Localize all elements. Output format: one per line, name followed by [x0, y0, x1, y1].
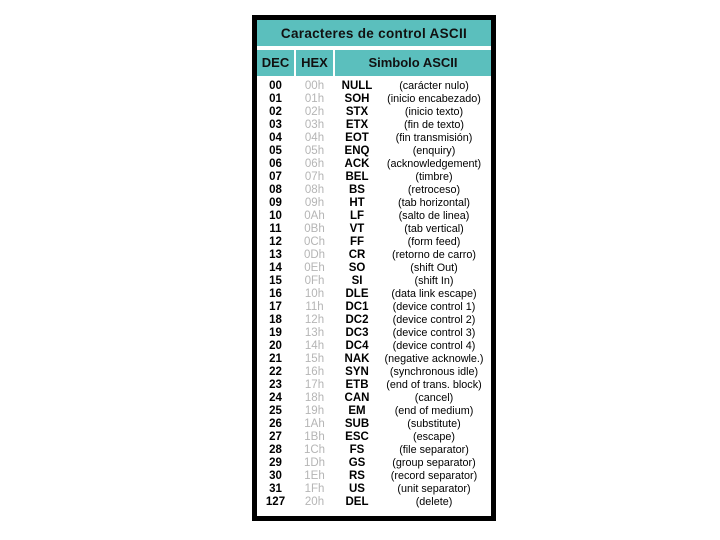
- dec-cell: 20: [269, 340, 282, 352]
- table-row: [257, 444, 491, 457]
- column-header-symbol: Simbolo ASCII: [335, 50, 491, 76]
- table-frame: [252, 15, 496, 521]
- dec-cell: 15: [269, 275, 282, 287]
- dec-cell: 29: [269, 457, 282, 469]
- symbol-cell: DC4: [345, 340, 369, 352]
- description-cell: (negative acknowle.): [384, 353, 484, 365]
- column-header-dec: DEC: [257, 50, 294, 76]
- table-row: [257, 80, 491, 93]
- hex-cell: 1Bh: [304, 431, 325, 443]
- hex-cell: 10h: [304, 288, 325, 300]
- symbol-cell: CAN: [344, 392, 370, 404]
- hex-cell: 08h: [304, 184, 325, 196]
- hex-cell: 1Fh: [304, 483, 325, 495]
- ascii-control-table: [257, 20, 491, 516]
- hex-cell: 14h: [304, 340, 325, 352]
- description-cell: (record separator): [390, 470, 478, 482]
- table-row: [257, 288, 491, 301]
- dec-cell: 05: [269, 145, 282, 157]
- symbol-cell: ACK: [344, 158, 370, 170]
- table-row: [257, 353, 491, 366]
- symbol-cell: DC1: [345, 301, 369, 313]
- hex-cell: 12h: [304, 314, 325, 326]
- description-cell: (cancel): [414, 392, 454, 404]
- dec-cell: 22: [269, 366, 282, 378]
- description-cell: (file separator): [399, 444, 469, 456]
- table-row: [257, 236, 491, 249]
- symbol-cell: SUB: [344, 418, 370, 430]
- dec-cell: 00: [269, 80, 282, 92]
- dec-cell: 23: [269, 379, 282, 391]
- description-cell: (retroceso): [407, 184, 461, 196]
- hex-cell: 04h: [304, 132, 325, 144]
- hex-cell: 0Fh: [304, 275, 325, 287]
- hex-cell: 19h: [304, 405, 325, 417]
- hex-cell: 05h: [304, 145, 325, 157]
- dec-cell: 13: [269, 249, 282, 261]
- table-row: [257, 184, 491, 197]
- hex-cell: 03h: [304, 119, 325, 131]
- hex-cell: 0Eh: [304, 262, 325, 274]
- table-row: [257, 379, 491, 392]
- hex-cell: 1Ah: [304, 418, 325, 430]
- symbol-cell: DLE: [345, 288, 369, 300]
- hex-cell: 0Dh: [303, 249, 326, 261]
- description-cell: (unit separator): [397, 483, 471, 495]
- symbol-cell: GS: [348, 457, 366, 469]
- table-row: [257, 171, 491, 184]
- table-row: [257, 275, 491, 288]
- description-cell: (salto de linea): [398, 210, 470, 222]
- table-row: [257, 314, 491, 327]
- dec-cell: 08: [269, 184, 282, 196]
- dec-cell: 01: [269, 93, 282, 105]
- symbol-cell: CR: [348, 249, 366, 261]
- table-row: [257, 119, 491, 132]
- symbol-cell: ESC: [345, 431, 369, 443]
- table-row: [257, 457, 491, 470]
- description-cell: (fin transmisión): [395, 132, 473, 144]
- dec-cell: 02: [269, 106, 282, 118]
- table-row: [257, 366, 491, 379]
- table-row: [257, 262, 491, 275]
- dec-cell: 09: [269, 197, 282, 209]
- hex-cell: 13h: [304, 327, 325, 339]
- hex-cell: 00h: [304, 80, 325, 92]
- symbol-cell: SYN: [345, 366, 369, 378]
- description-cell: (device control 1): [392, 301, 476, 313]
- column-header-row: [257, 50, 491, 76]
- symbol-cell: NULL: [341, 80, 373, 92]
- symbol-cell: BS: [349, 184, 365, 196]
- dec-cell: 10: [269, 210, 282, 222]
- dec-cell: 14: [269, 262, 282, 274]
- symbol-cell: ETX: [345, 119, 369, 131]
- table-row: [257, 249, 491, 262]
- symbol-cell: STX: [345, 106, 369, 118]
- hex-cell: 16h: [304, 366, 325, 378]
- symbol-cell: EM: [348, 405, 366, 417]
- description-cell: (group separator): [392, 457, 476, 469]
- table-row: [257, 301, 491, 314]
- symbol-cell: DC2: [345, 314, 369, 326]
- table-row: [257, 197, 491, 210]
- symbol-cell: FS: [349, 444, 365, 456]
- table-row: [257, 392, 491, 405]
- description-cell: (end of medium): [394, 405, 474, 417]
- hex-cell: 02h: [304, 106, 325, 118]
- symbol-cell: BEL: [345, 171, 369, 183]
- hex-cell: 20h: [304, 496, 325, 508]
- table-row: [257, 210, 491, 223]
- dec-cell: 31: [269, 483, 282, 495]
- description-cell: (retorno de carro): [391, 249, 476, 261]
- hex-cell: 0Bh: [304, 223, 325, 235]
- description-cell: (tab horizontal): [397, 197, 470, 209]
- symbol-cell: RS: [349, 470, 365, 482]
- dec-cell: 21: [269, 353, 282, 365]
- hex-cell: 1Ch: [303, 444, 326, 456]
- table-row: [257, 483, 491, 496]
- hex-cell: 17h: [304, 379, 325, 391]
- table-row: [257, 431, 491, 444]
- symbol-cell: SO: [348, 262, 366, 274]
- symbol-cell: SOH: [344, 93, 370, 105]
- description-cell: (device control 2): [392, 314, 476, 326]
- table-row: [257, 340, 491, 353]
- description-cell: (data link escape): [391, 288, 477, 300]
- symbol-cell: LF: [349, 210, 365, 222]
- hex-cell: 01h: [304, 93, 325, 105]
- symbol-cell: NAK: [344, 353, 370, 365]
- table-row: [257, 496, 491, 509]
- description-cell: (timbre): [415, 171, 453, 183]
- dec-cell: 06: [269, 158, 282, 170]
- description-cell: (delete): [415, 496, 453, 508]
- table-row: [257, 327, 491, 340]
- table-row: [257, 223, 491, 236]
- hex-cell: 0Ch: [303, 236, 326, 248]
- description-cell: (device control 4): [392, 340, 476, 352]
- description-cell: (device control 3): [392, 327, 476, 339]
- dec-cell: 19: [269, 327, 282, 339]
- description-cell: (shift Out): [410, 262, 458, 274]
- hex-cell: 07h: [304, 171, 325, 183]
- hex-cell: 0Ah: [304, 210, 325, 222]
- table-row: [257, 93, 491, 106]
- symbol-cell: SI: [351, 275, 363, 287]
- description-cell: (form feed): [407, 236, 461, 248]
- symbol-cell: US: [349, 483, 365, 495]
- table-row: [257, 470, 491, 483]
- symbol-cell: EOT: [345, 132, 369, 144]
- description-cell: (escape): [412, 431, 455, 443]
- description-cell: (shift In): [414, 275, 454, 287]
- description-cell: (tab vertical): [404, 223, 464, 235]
- dec-cell: 16: [269, 288, 282, 300]
- dec-cell: 28: [269, 444, 282, 456]
- dec-cell: 12: [269, 236, 282, 248]
- description-cell: (end of trans. block): [386, 379, 482, 391]
- dec-cell: 26: [269, 418, 282, 430]
- table-row: [257, 405, 491, 418]
- description-cell: (inicio encabezado): [387, 93, 481, 105]
- table-row: [257, 132, 491, 145]
- dec-cell: 03: [269, 119, 282, 131]
- dec-cell: 04: [269, 132, 282, 144]
- hex-cell: 1Dh: [303, 457, 326, 469]
- table-row: [257, 106, 491, 119]
- description-cell: (acknowledgement): [386, 158, 482, 170]
- hex-cell: 09h: [304, 197, 325, 209]
- dec-cell: 24: [269, 392, 282, 404]
- description-cell: (fin de texto): [403, 119, 464, 131]
- dec-cell: 17: [269, 301, 282, 313]
- description-cell: (inicio texto): [404, 106, 464, 118]
- table-title: Caracteres de control ASCII: [257, 20, 491, 46]
- hex-cell: 1Eh: [304, 470, 325, 482]
- dec-cell: 07: [269, 171, 282, 183]
- symbol-cell: VT: [349, 223, 365, 235]
- symbol-cell: DEL: [345, 496, 369, 508]
- hex-cell: 06h: [304, 158, 325, 170]
- table-row: [257, 418, 491, 431]
- description-cell: (enquiry): [412, 145, 456, 157]
- symbol-cell: HT: [349, 197, 365, 209]
- table-row: [257, 158, 491, 171]
- table-body: [257, 80, 491, 509]
- dec-cell: 18: [269, 314, 282, 326]
- symbol-cell: FF: [349, 236, 365, 248]
- dec-cell: 25: [269, 405, 282, 417]
- symbol-cell: ENQ: [344, 145, 370, 157]
- hex-cell: 11h: [305, 301, 324, 313]
- description-cell: (substitute): [407, 418, 461, 430]
- hex-cell: 15h: [304, 353, 325, 365]
- dec-cell: 30: [269, 470, 282, 482]
- dec-cell: 27: [269, 431, 282, 443]
- description-cell: (carácter nulo): [399, 80, 469, 92]
- symbol-cell: ETB: [345, 379, 369, 391]
- table-row: [257, 145, 491, 158]
- symbol-cell: DC3: [345, 327, 369, 339]
- description-cell: (synchronous idle): [389, 366, 479, 378]
- hex-cell: 18h: [304, 392, 325, 404]
- dec-cell: 11: [269, 223, 282, 235]
- dec-cell: 127: [265, 496, 286, 508]
- column-header-hex: HEX: [296, 50, 333, 76]
